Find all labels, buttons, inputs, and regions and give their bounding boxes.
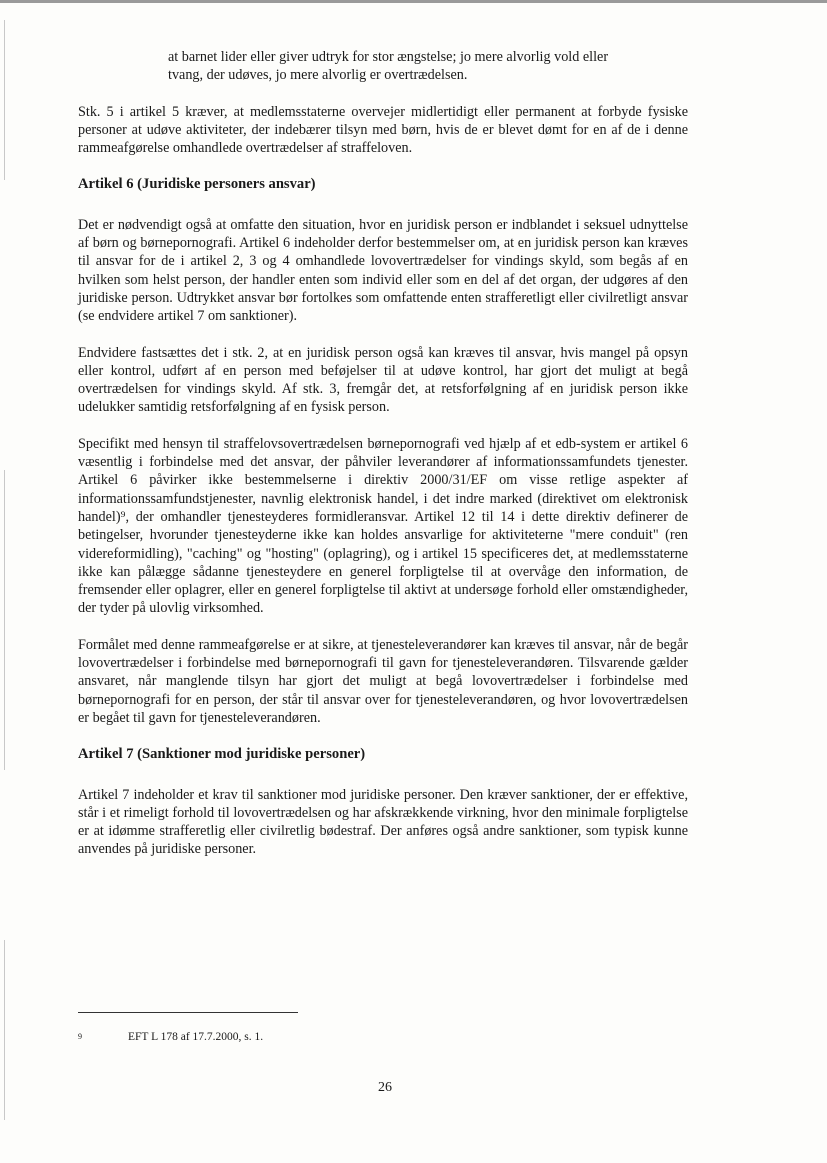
page-number: 26 bbox=[378, 1080, 392, 1095]
scan-margin-mark bbox=[4, 940, 5, 1120]
footnote-text: EFT L 178 af 17.7.2000, s. 1. bbox=[128, 1031, 264, 1043]
heading-artikel-6: Artikel 6 (Juridiske personers ansvar) bbox=[78, 176, 316, 193]
paragraph-stk5: Stk. 5 i artikel 5 kræver, at medlemsstaterne overvejer midlertidigt eller permanent at forbyde fysiske personer at udøve aktiviteter, der indebærer tilsyn med børn, hvis de er blevet dømt for en af de i denne rammeafgørelse omhandlede overtrædelser af straffeloven. bbox=[78, 103, 688, 157]
footnote bbox=[78, 1030, 263, 1044]
document-body bbox=[78, 48, 688, 877]
paragraph-artikel-6-stk2: Endvidere fastsættes det i stk. 2, at en juridisk person også kan kræves til ansvar, hvis mangel på opsyn eller kontrol, udført af en person med beføjelser til at udøve kontrol, har gjort det muligt at begå overtrædelsen for vindings skyld. Af stk. 3, fremgår det, at retsforfølgning af en juridisk person ikke udelukker samtidig retsforfølgning af en fysisk person. bbox=[78, 344, 688, 416]
heading-artikel-7: Artikel 7 (Sanktioner mod juridiske personer) bbox=[78, 746, 366, 763]
paragraph-artikel-6-specific: Specifikt med hensyn til straffelovsovertrædelsen børnepornografi ved hjælp af et edb-system er artikel 6 væsentlig i forbindelse med det ansvar, der påhviler leverandører af informationssamfundets tjenester. Artikel 6 påvirker ikke bestemmelserne i direktiv 2000/31/EF om visse retlige aspekter af informationssamfundstjenester, navnlig elektronisk handel, i det indre marked (direktivet om elektronisk handel)⁹, der omhandler tjenesteyderes formidleransvar. Artikel 12 til 14 i dette direktiv definerer de betingelser, hvorunder tjenesteyderne ikke kan holdes ansvarlige for aktiviteterne "mere conduit" (ren videreformidling), "caching" og "hosting" (oplagring), og i artikel 15 specificeres det, at medlemsstaterne ikke kan pålægge sådanne tjenesteydere en generel forpligtelse til at overvåge den information, de fremsender eller oplagrer, eller en generel forpligtelse til aktivt at undersøge forhold eller omstændigheder, der tyder på ulovlig virksomhed. bbox=[78, 435, 688, 617]
footnote-number: 9 bbox=[78, 1032, 82, 1041]
paragraph-artikel-6-intro: Det er nødvendigt også at omfatte den situation, hvor en juridisk person er indblandet i seksuel udnyttelse af børn og børnepornografi. Artikel 6 indeholder derfor bestemmelser om, at en juridisk person kan kræves til ansvar for de i artikel 2, 3 og 4 omhandlede lovovertrædelser for vindings skyld, som begås af en hvilken som helst person, der handler enten som individ eller som en del af det organ, der udgøres af den juridiske person. Udtrykket ansvar bør fortolkes som omfattende enten strafferetligt eller civilretligt ansvar (se endvidere artikel 7 om sanktioner). bbox=[78, 216, 688, 325]
scan-top-edge bbox=[0, 0, 827, 3]
scan-margin-mark bbox=[4, 470, 5, 770]
paragraph-continuation: at barnet lider eller giver udtryk for stor ængstelse; jo mere alvorlig vold eller tvang, der udøves, jo mere alvorlig er overtrædelsen. bbox=[168, 49, 609, 84]
paragraph-artikel-7: Artikel 7 indeholder et krav til sanktioner mod juridiske personer. Den kræver sanktioner, der er effektive, står i et rimeligt forhold til lovovertrædelsen og har afskrækkende virkning, hvor den minimale forpligtelse er at idømme strafferetlig eller civilretlig bødestraf. Der anføres også andre sanktioner, som typisk kunne anvendes på juridiske personer. bbox=[78, 786, 688, 858]
scan-margin-mark bbox=[4, 20, 5, 180]
paragraph-artikel-6-purpose: Formålet med denne rammeafgørelse er at sikre, at tjenesteleverandører kan kræves til ansvar, når de begår lovovertrædelser i forbindelse med børnepornografi til gavn for tjenesteleverandøren. Tilsvarende gælder ansvaret, når manglende tilsyn har gjort det muligt at begå lovovertrædelser i forbindelse med børnepornografi for en person, der står til ansvar over for tjenesteleverandøren, og hvor lovovertrædelsen er begået til gavn for tjenesteleverandøren. bbox=[78, 636, 688, 726]
footnote-divider bbox=[78, 1012, 298, 1013]
